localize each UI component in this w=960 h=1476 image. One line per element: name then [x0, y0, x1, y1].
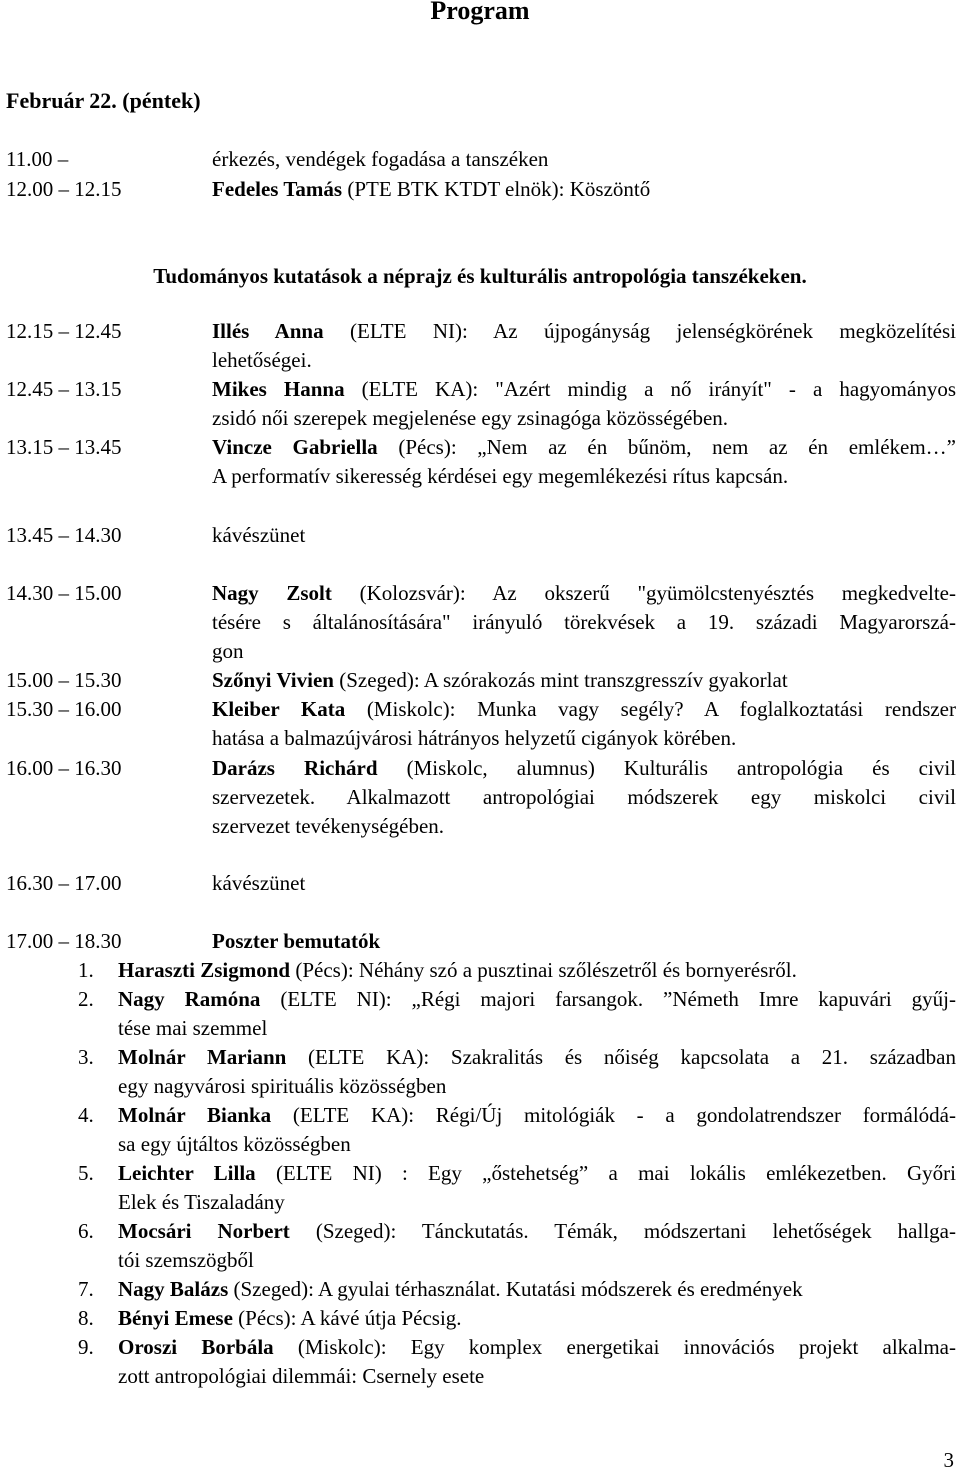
poster-number: 1. — [78, 958, 94, 982]
talk-info-cont: tésére s általánosítására" irányuló törekvések a 19. századi Magyarorszá- — [212, 610, 956, 634]
talk-info-cont: A performatív sikeresség kérdései egy megemlékezési rítus kapcsán. — [212, 464, 789, 488]
poster-text — [118, 1217, 956, 1275]
speaker-name: Nagy Balázs — [118, 1277, 229, 1301]
speaker-name: Mikes Hanna — [212, 377, 345, 401]
talk-text — [212, 695, 956, 753]
poster-text — [118, 956, 956, 985]
time-slot: 13.15 – 13.45 — [6, 435, 122, 459]
time-slot: 15.00 – 15.30 — [6, 668, 122, 692]
talk-info: (ELTE KA): "Azért mindig a nő irányít" - a hagyományos — [344, 377, 956, 401]
talk-info-cont: zsidó női szerepek megjelenése egy zsinagóga közösségében. — [212, 406, 729, 430]
poster-number: 5. — [78, 1161, 94, 1185]
speaker-name: Mocsári Norbert — [118, 1219, 290, 1243]
poster-info: (ELTE NI): „Régi majori farsangok. ”Németh Imre kapuvári gyűj- — [260, 987, 956, 1011]
poster-session-label: Poszter bemutatók — [212, 929, 381, 953]
poster-info: (ELTE KA): Régi/Új mitológiák - a gondolatrendszer formálódá- — [271, 1103, 956, 1127]
talk-info: (Szeged): A szórakozás mint transzgresszív gyakorlat — [333, 668, 788, 692]
poster-number: 4. — [78, 1103, 94, 1127]
speaker-name: Oroszi Borbála — [118, 1335, 274, 1359]
activity-text — [212, 175, 956, 204]
speaker-name: Bényi Emese — [118, 1306, 233, 1330]
poster-number: 6. — [78, 1219, 94, 1243]
poster-info: (Szeged): A gyulai térhasználat. Kutatási módszerek és eredmények — [228, 1277, 803, 1301]
break-label: kávészünet — [212, 523, 306, 547]
speaker-name: Nagy Zsolt — [212, 581, 332, 605]
poster-text — [118, 1275, 956, 1304]
time-slot: 15.30 – 16.00 — [6, 697, 122, 721]
activity-text: érkezés, vendégek fogadása a tanszéken — [212, 147, 549, 171]
poster-info: (Miskolc): Egy komplex energetikai innovációs projekt alkalma- — [273, 1335, 956, 1359]
time-slot: 13.45 – 14.30 — [6, 523, 122, 547]
poster-number: 3. — [78, 1045, 94, 1069]
poster-number: 7. — [78, 1277, 94, 1301]
speaker-name: Haraszti Zsigmond — [118, 958, 291, 982]
talk-info: (Kolozsvár): Az okszerű "gyümölcstenyésztés megkedvelte- — [331, 581, 956, 605]
talk-text — [212, 317, 956, 375]
time-slot: 17.00 – 18.30 — [6, 929, 122, 953]
speaker-name: Kleiber Kata — [212, 697, 346, 721]
talk-info-cont: szervezet tevékenységében. — [212, 814, 445, 838]
poster-text — [118, 985, 956, 1043]
speaker-name: Fedeles Tamás — [212, 177, 343, 201]
poster-text — [118, 1043, 956, 1101]
talk-text — [212, 579, 956, 666]
talk-info-cont: gon — [212, 639, 244, 663]
poster-number: 9. — [78, 1335, 94, 1359]
poster-info: (ELTE NI) : Egy „őstehetség” a mai lokális emlékezetben. Győri — [255, 1161, 956, 1185]
poster-info-cont: sa egy újtáltos közösségben — [118, 1132, 351, 1156]
talk-info: (Pécs): „Nem az én bűnöm, nem az én emlékem…” — [377, 435, 956, 459]
time-slot: 12.45 – 13.15 — [6, 377, 122, 401]
poster-info-cont: Elek és Tiszaladány — [118, 1190, 285, 1214]
break-label: kávészünet — [212, 871, 306, 895]
talk-info-cont: lehetőségei. — [212, 348, 312, 372]
speaker-name: Nagy Ramóna — [118, 987, 261, 1011]
poster-info-cont: tése mai szemmel — [118, 1016, 268, 1040]
speaker-name: Illés Anna — [212, 319, 324, 343]
speaker-name: Leichter Lilla — [118, 1161, 256, 1185]
page-number: 3 — [943, 1448, 954, 1472]
speaker-name: Molnár Mariann — [118, 1045, 287, 1069]
speaker-name: Szőnyi Vivien — [212, 668, 334, 692]
talk-text — [212, 375, 956, 433]
poster-info: (Szeged): Tánckutatás. Témák, módszertani lehetőségek hallga- — [289, 1219, 956, 1243]
time-slot: 12.15 – 12.45 — [6, 319, 122, 343]
poster-text — [118, 1333, 956, 1391]
section-heading: Tudományos kutatások a néprajz és kulturális antropológia tanszékeken. — [153, 264, 807, 288]
speaker-name: Molnár Bianka — [118, 1103, 272, 1127]
poster-info: (Pécs): A kávé útja Pécsig. — [232, 1306, 462, 1330]
poster-text — [118, 1101, 956, 1159]
page-title: Program — [430, 0, 530, 25]
poster-text — [118, 1304, 956, 1333]
poster-info-cont: zott antropológiai dilemmái: Csernely esete — [118, 1364, 485, 1388]
time-slot: 12.00 – 12.15 — [6, 177, 122, 201]
talk-info: (PTE BTK KTDT elnök): Köszöntő — [342, 177, 651, 201]
time-slot: 14.30 – 15.00 — [6, 581, 122, 605]
event-date: Február 22. (péntek) — [6, 88, 201, 113]
time-slot: 11.00 – — [6, 147, 69, 171]
talk-text — [212, 666, 956, 695]
talk-info: (Miskolc): Munka vagy segély? A foglalkoztatási rendszer — [345, 697, 956, 721]
speaker-name: Vincze Gabriella — [212, 435, 378, 459]
talk-text — [212, 754, 956, 841]
time-slot: 16.00 – 16.30 — [6, 756, 122, 780]
talk-info-cont: hatása a balmazújvárosi hátrányos helyzetű cigányok körében. — [212, 726, 737, 750]
speaker-name: Darázs Richárd — [212, 756, 378, 780]
poster-info-cont: egy nagyvárosi spirituális közösségben — [118, 1074, 447, 1098]
time-slot: 16.30 – 17.00 — [6, 871, 122, 895]
poster-number: 8. — [78, 1306, 94, 1330]
talk-info: (Miskolc, alumnus) Kulturális antropológia és civil — [377, 756, 956, 780]
poster-info: (ELTE KA): Szakralitás és nőiség kapcsolata a 21. században — [286, 1045, 956, 1069]
talk-text — [212, 433, 956, 491]
poster-info: (Pécs): Néhány szó a pusztinai szőlészetről és bornyerésről. — [290, 958, 797, 982]
poster-number: 2. — [78, 987, 94, 1011]
poster-text — [118, 1159, 956, 1217]
talk-info: (ELTE NI): Az újpogányság jelenségkörének megközelítési — [323, 319, 957, 343]
talk-info-cont: szervezetek. Alkalmazott antropológiai módszerek egy miskolci civil — [212, 785, 956, 809]
poster-info-cont: tói szemszögből — [118, 1248, 254, 1272]
